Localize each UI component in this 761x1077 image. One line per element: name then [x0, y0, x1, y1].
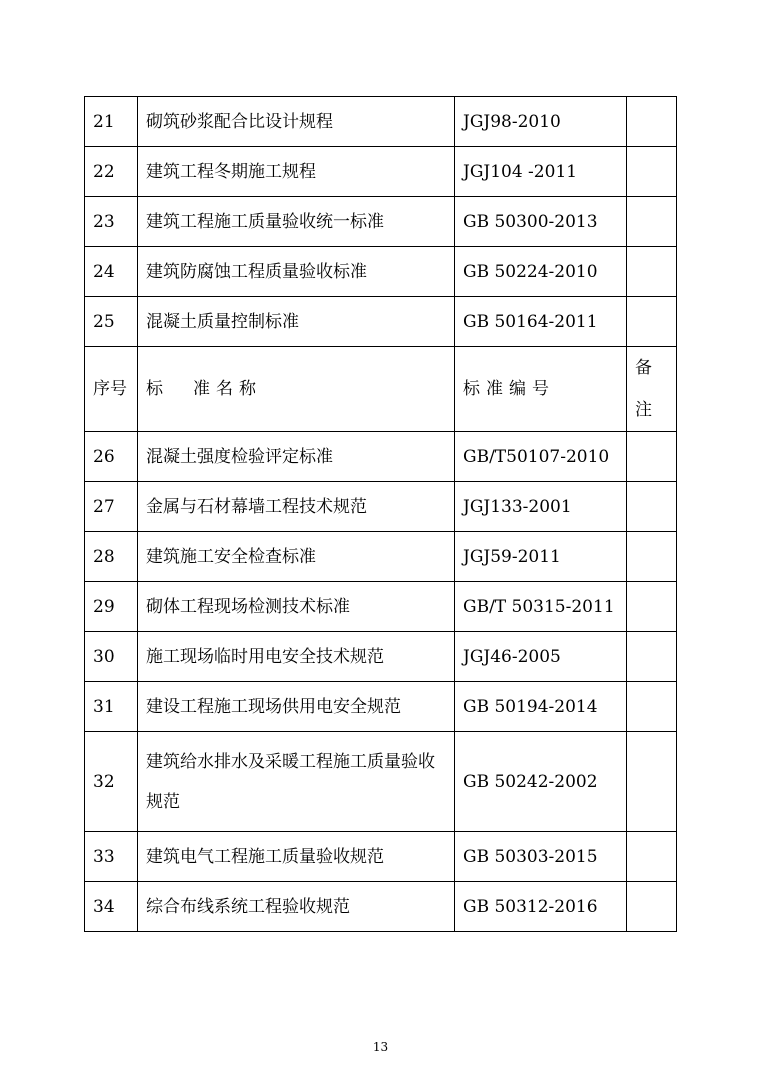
standard-code: GB 50303-2015 — [455, 832, 627, 882]
remark-cell — [627, 832, 677, 882]
table-row — [85, 682, 677, 732]
standards-table-container — [84, 96, 676, 932]
standard-name: 综合布线系统工程验收规范 — [138, 882, 455, 932]
standard-name: 建筑给水排水及采暖工程施工质量验收规范 — [138, 732, 455, 832]
standard-code: JGJ59-2011 — [455, 532, 627, 582]
remark-cell — [627, 482, 677, 532]
standard-name: 建筑施工安全检查标准 — [138, 532, 455, 582]
remark-cell — [627, 582, 677, 632]
standard-name: 建筑工程冬期施工规程 — [138, 147, 455, 197]
standard-name: 混凝土强度检验评定标准 — [138, 432, 455, 482]
row-number: 32 — [85, 732, 138, 832]
standard-code: GB/T50107-2010 — [455, 432, 627, 482]
standard-code: GB 50312-2016 — [455, 882, 627, 932]
standard-code: GB 50164-2011 — [455, 297, 627, 347]
standards-table — [84, 96, 677, 932]
standard-code: GB 50242-2002 — [455, 732, 627, 832]
header-number: 序号 — [85, 347, 138, 432]
standard-code: GB 50194-2014 — [455, 682, 627, 732]
remark-cell — [627, 147, 677, 197]
row-number: 33 — [85, 832, 138, 882]
remark-cell — [627, 432, 677, 482]
row-number: 26 — [85, 432, 138, 482]
remark-cell — [627, 682, 677, 732]
standard-code: GB 50300-2013 — [455, 197, 627, 247]
table-row — [85, 832, 677, 882]
remark-cell — [627, 882, 677, 932]
table-row — [85, 432, 677, 482]
standard-name: 金属与石材幕墙工程技术规范 — [138, 482, 455, 532]
row-number: 30 — [85, 632, 138, 682]
standard-code: JGJ104 -2011 — [455, 147, 627, 197]
table-row — [85, 532, 677, 582]
table-row — [85, 632, 677, 682]
standard-name: 砌体工程现场检测技术标准 — [138, 582, 455, 632]
standard-name: 建设工程施工现场供用电安全规范 — [138, 682, 455, 732]
row-number: 23 — [85, 197, 138, 247]
standard-name: 建筑防腐蚀工程质量验收标准 — [138, 247, 455, 297]
row-number: 34 — [85, 882, 138, 932]
table-row — [85, 582, 677, 632]
table-row — [85, 197, 677, 247]
table-row — [85, 97, 677, 147]
page-number: 13 — [372, 1040, 389, 1054]
standard-code: JGJ133-2001 — [455, 482, 627, 532]
standard-code: GB 50224-2010 — [455, 247, 627, 297]
row-number: 24 — [85, 247, 138, 297]
standard-code: JGJ46-2005 — [455, 632, 627, 682]
table-row — [85, 297, 677, 347]
standard-name: 砌筑砂浆配合比设计规程 — [138, 97, 455, 147]
row-number: 25 — [85, 297, 138, 347]
standard-code: JGJ98-2010 — [455, 97, 627, 147]
remark-cell — [627, 632, 677, 682]
header-standard-name — [138, 347, 455, 432]
table-row — [85, 247, 677, 297]
row-number: 21 — [85, 97, 138, 147]
header-remark-char-1: 备 — [635, 358, 652, 378]
remark-cell — [627, 532, 677, 582]
row-number: 29 — [85, 582, 138, 632]
standard-name: 建筑工程施工质量验收统一标准 — [138, 197, 455, 247]
table-row — [85, 147, 677, 197]
remark-cell — [627, 297, 677, 347]
remark-cell — [627, 732, 677, 832]
standard-name: 建筑电气工程施工质量验收规范 — [138, 832, 455, 882]
row-number: 22 — [85, 147, 138, 197]
table-row — [85, 482, 677, 532]
remark-cell — [627, 247, 677, 297]
table-row — [85, 882, 677, 932]
table-row — [85, 732, 677, 832]
header-remark — [627, 347, 677, 432]
header-name-rest: 准名称 — [193, 379, 262, 399]
remark-cell — [627, 97, 677, 147]
standard-name: 混凝土质量控制标准 — [138, 297, 455, 347]
row-number: 27 — [85, 482, 138, 532]
header-name-first-char: 标 — [146, 379, 163, 399]
remark-cell — [627, 197, 677, 247]
table-header-row — [85, 347, 677, 432]
standard-name: 施工现场临时用电安全技术规范 — [138, 632, 455, 682]
header-standard-code: 标准编号 — [455, 347, 627, 432]
row-number: 31 — [85, 682, 138, 732]
row-number: 28 — [85, 532, 138, 582]
header-remark-char-2: 注 — [635, 400, 652, 420]
standard-code: GB/T 50315-2011 — [455, 582, 627, 632]
